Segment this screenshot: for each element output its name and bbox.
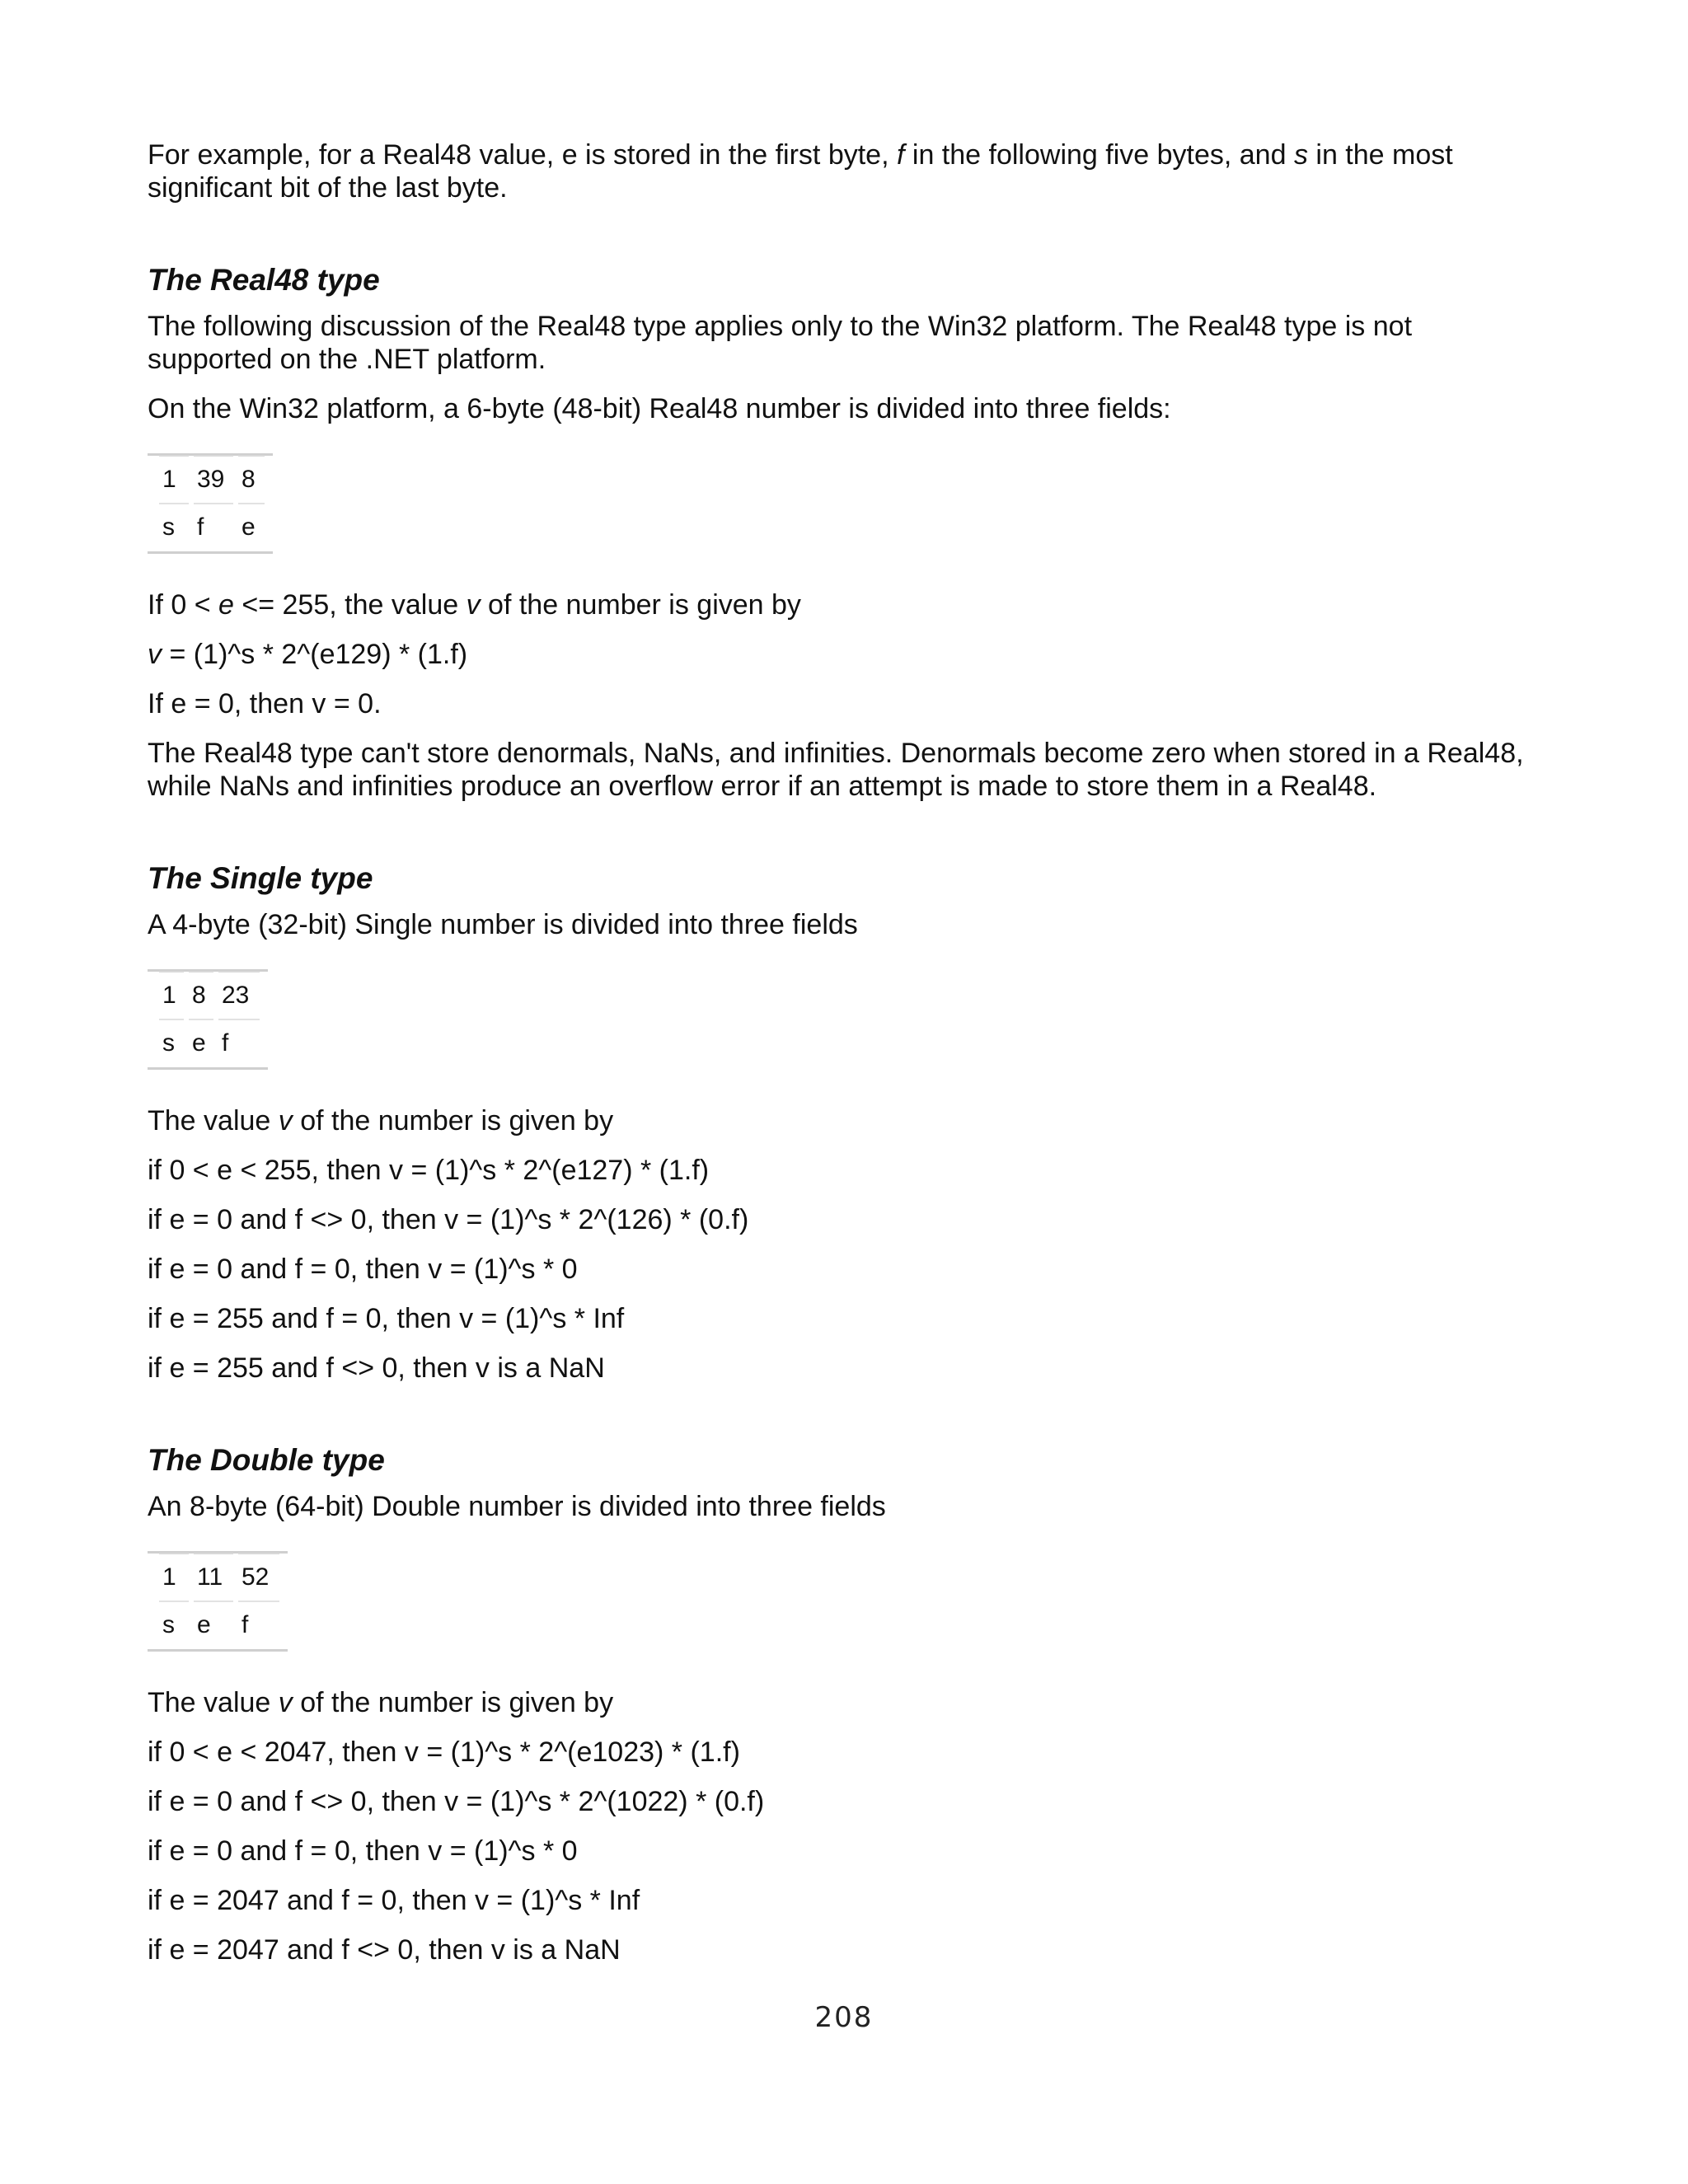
single-rule: if e = 255 and f = 0, then v = (1)^s * Inf [148,1303,625,1334]
field-size-cell: 52 [241,1561,288,1594]
intro-text-2: in the following five bytes, and [904,139,1294,171]
double-given [148,1686,1540,1719]
cond-text: of the number is given by [480,589,801,621]
field-name-cell: s [162,513,175,541]
given-v: v [278,1105,293,1137]
double-rule: if 0 < e < 2047, then v = (1)^s * 2^(e1023) * (1.f) [148,1736,740,1768]
single-rule: if e = 255 and f <> 0, then v is a NaN [148,1352,605,1384]
formula-text: = (1)^s * 2^(e129) * (1.f) [162,639,468,670]
cond-text: <= 255, the value [233,589,467,621]
field-names-row [148,504,273,551]
real48-heading: The Real48 type [148,263,380,297]
real48-formula [148,638,1540,671]
field-size-cell: 8 [192,979,222,1012]
single-rule: if e = 0 and f = 0, then v = (1)^s * 0 [148,1254,578,1285]
intro-f: f [897,139,905,171]
field-name-cell: e [197,1611,211,1638]
document-page [148,138,1540,1966]
real48-p3: The Real48 type can't store denormals, NaNs, and infinities. Denormals become zero when stored in a Real48, while NaNs and infinities produce an overflow error if an attempt is made to store them in a Real48. [148,738,1524,802]
double-rule: if e = 0 and f <> 0, then v = (1)^s * 2^(1022) * (0.f) [148,1786,765,1817]
given-text: The value [148,1687,279,1718]
double-heading: The Double type [148,1443,385,1477]
field-name-cell: f [197,513,204,541]
intro-text-3: in the most significant bit of the last byte. [148,139,1453,204]
cond-e: e [218,589,234,621]
field-size-cell: 1 [162,463,197,496]
double-rule: if e = 2047 and f = 0, then v = (1)^s * Inf [148,1885,640,1916]
real48-p2: On the Win32 platform, a 6-byte (48-bit) Real48 number is divided into three fields: [148,393,1171,424]
field-size-cell: 11 [197,1561,241,1594]
field-size-cell: 1 [162,979,192,1012]
field-sizes-row [148,456,273,504]
field-names-row [148,1601,288,1649]
field-sizes-row [148,972,268,1019]
field-name-cell: f [222,1029,229,1057]
field-size-cell: 23 [222,979,268,1012]
double-field-table [148,1551,288,1652]
intro-paragraph [148,138,1540,204]
field-names-row [148,1019,268,1067]
single-rules [148,1154,1540,1385]
field-name-cell: s [162,1029,175,1057]
real48-zero-rule: If e = 0, then v = 0. [148,688,382,719]
formula-v: v [148,639,162,670]
given-text: of the number is given by [292,1687,614,1718]
intro-text-1: For example, for a Real48 value, e is stored in the first byte, [148,139,897,171]
field-name-cell: f [241,1611,249,1638]
field-size-cell: 1 [162,1561,197,1594]
field-size-cell: 39 [197,463,241,496]
field-name-cell: e [192,1029,206,1057]
double-p1: An 8-byte (64-bit) Double number is divided into three fields [148,1491,886,1522]
page-number: 208 [814,2001,874,2034]
field-name-cell: e [241,513,256,541]
real48-field-table [148,453,273,554]
single-rule: if e = 0 and f <> 0, then v = (1)^s * 2^(126) * (0.f) [148,1204,749,1235]
given-v: v [278,1687,293,1718]
given-text: The value [148,1105,279,1137]
single-rule: if 0 < e < 255, then v = (1)^s * 2^(e127) * (1.f) [148,1155,710,1186]
real48-p1: The following discussion of the Real48 type applies only to the Win32 platform. The Real48 type is not supported on the .NET platform. [148,311,1413,375]
cond-text: If 0 < [148,589,218,621]
cond-v: v [466,589,481,621]
double-rule: if e = 0 and f = 0, then v = (1)^s * 0 [148,1835,578,1867]
double-rule: if e = 2047 and f <> 0, then v is a NaN [148,1934,621,1966]
single-field-table [148,969,268,1070]
field-size-cell: 8 [241,463,273,496]
field-sizes-row [148,1554,288,1601]
double-rules [148,1736,1540,1966]
field-name-cell: s [162,1611,175,1638]
given-text: of the number is given by [292,1105,614,1137]
real48-condition [148,588,1540,621]
single-given [148,1104,1540,1137]
single-heading: The Single type [148,861,373,895]
single-p1: A 4-byte (32-bit) Single number is divided into three fields [148,909,858,940]
intro-s: s [1293,139,1308,171]
